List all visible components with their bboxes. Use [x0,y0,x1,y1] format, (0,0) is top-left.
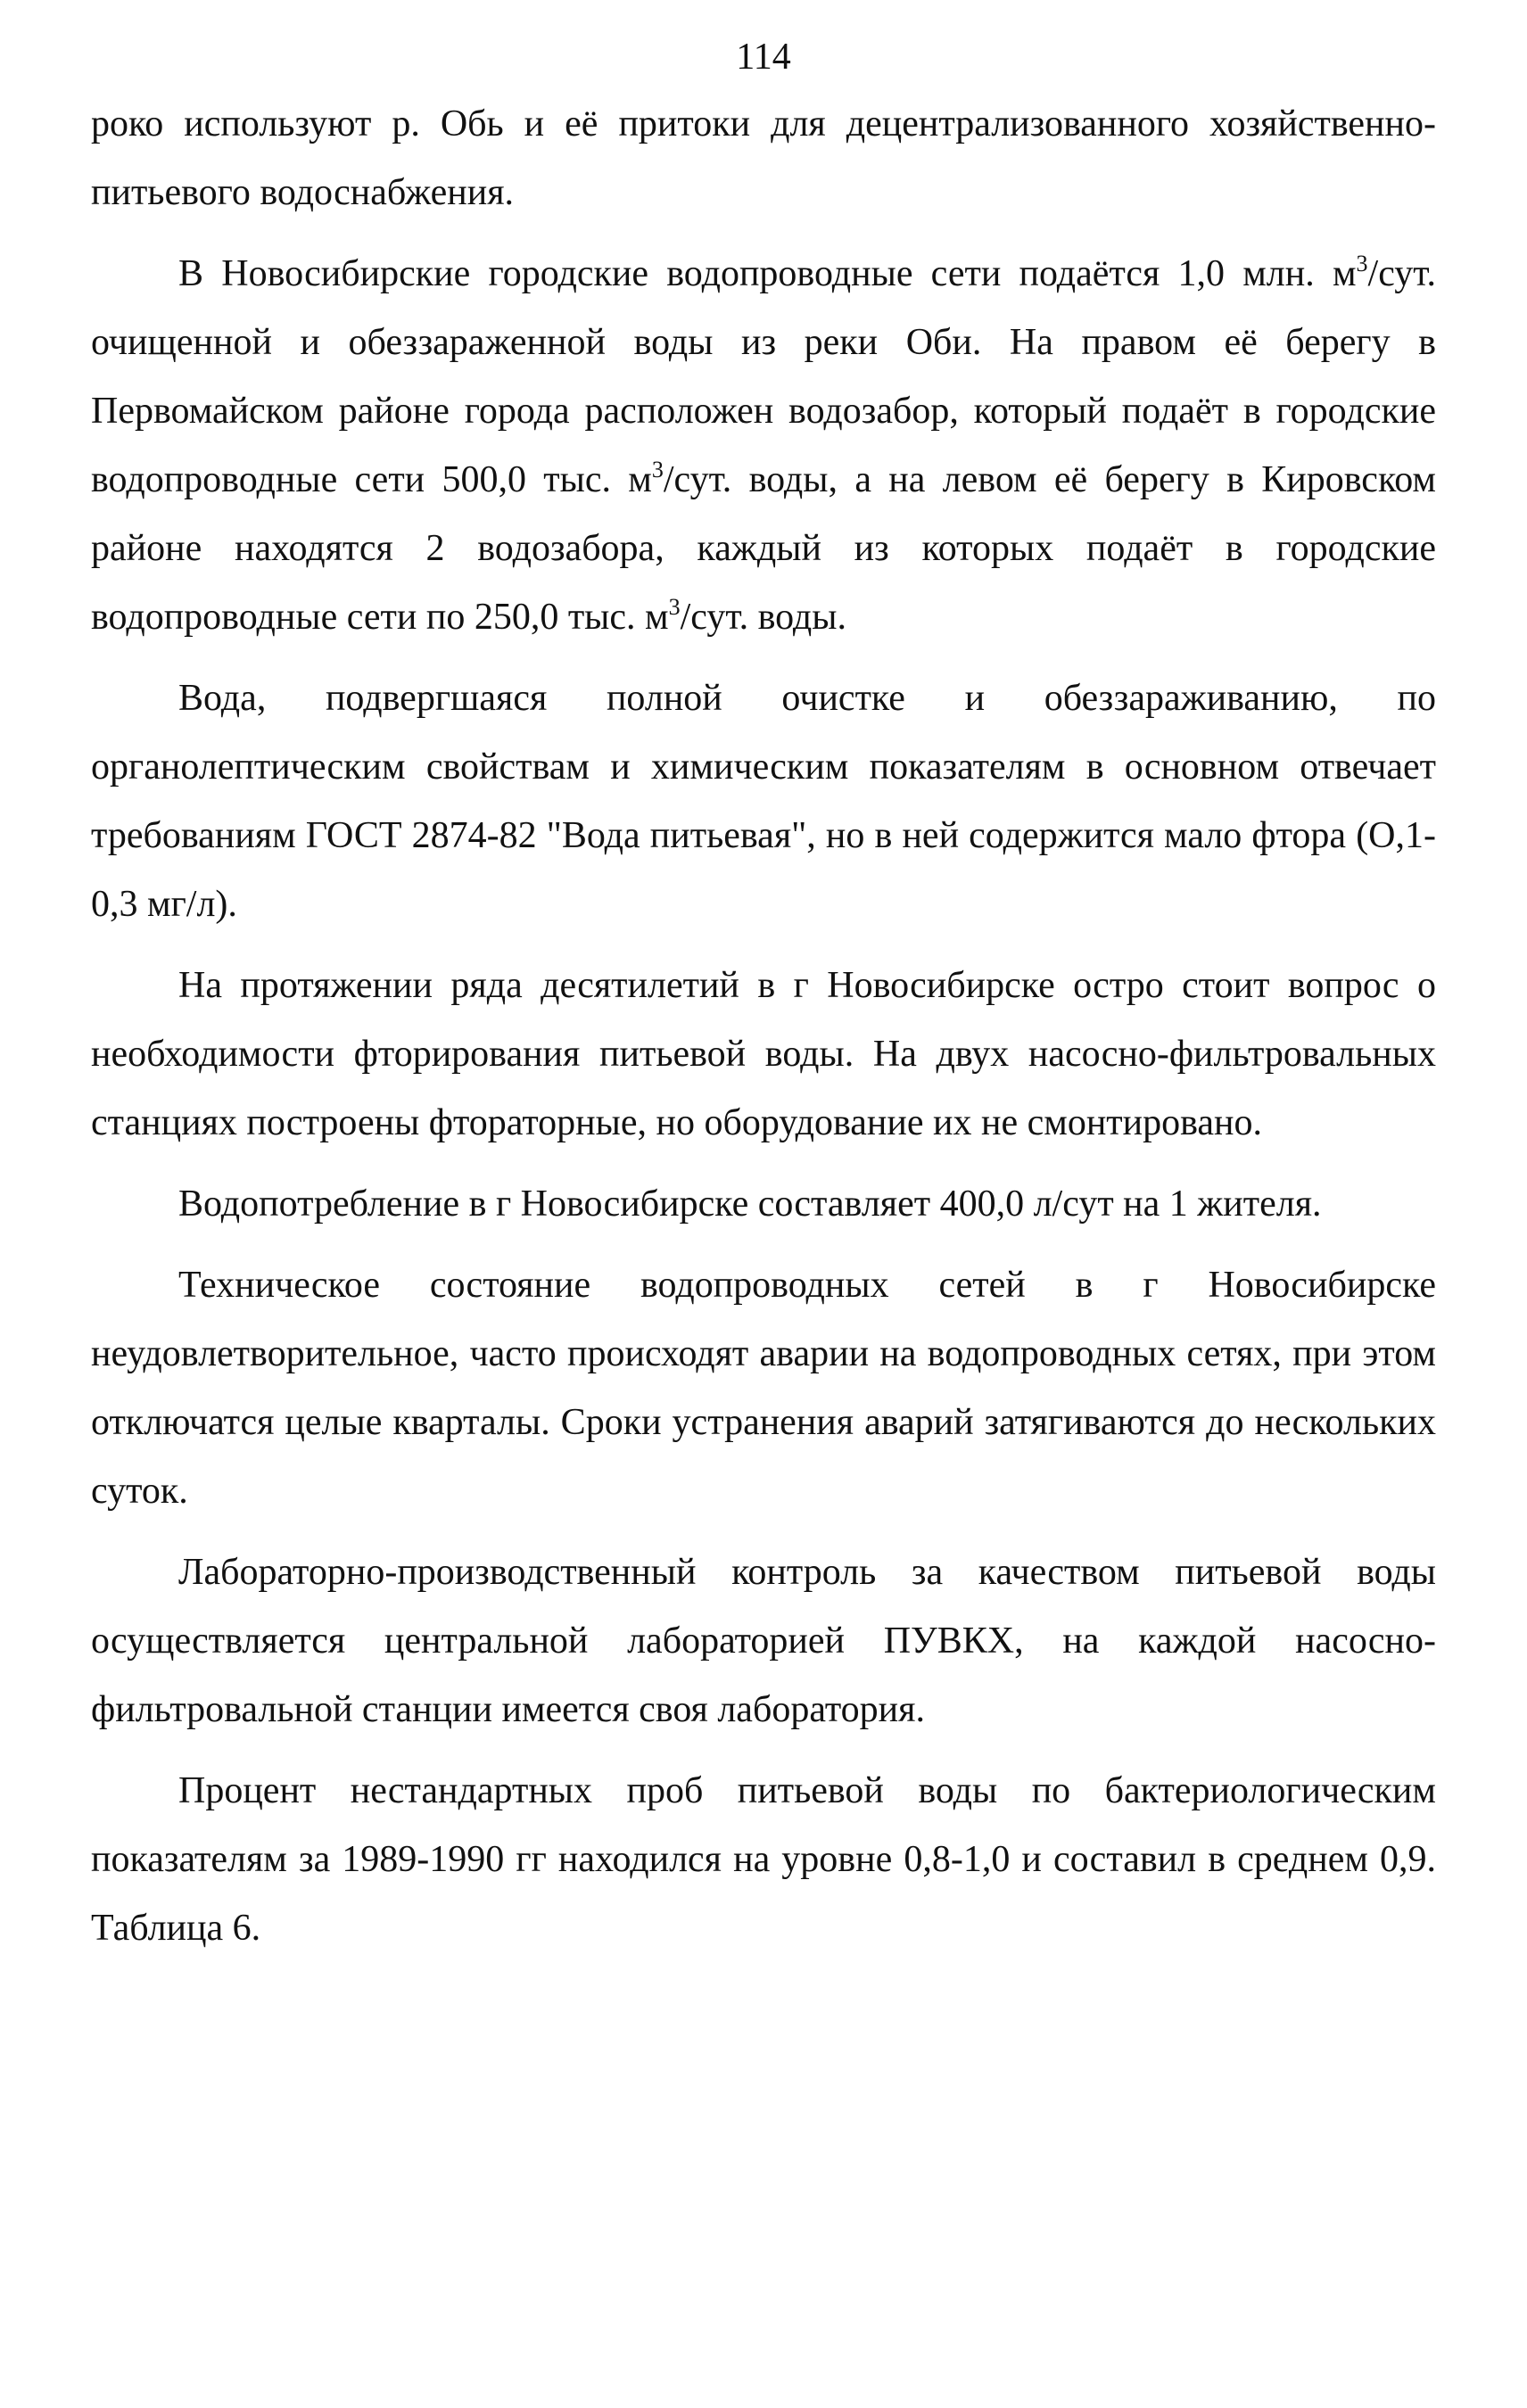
superscript-cubic: 3 [651,457,664,482]
body-text [91,90,1436,1975]
paragraph-text-segment: В Новосибирские городские водопроводные сети подаётся 1,0 млн. м [178,253,1357,294]
paragraph-consumption: Водопотребление в г Новосибирске составляет 400,0 л/сут на 1 жителя. [178,1183,1322,1225]
paragraph-lab-control: Лабораторно-производственный контроль за качеством питьевой воды осуществляется центральной лабораторией ПУВКХ, на каждой насосно-фильтровальной станции имеется своя лаборатория. [91,1552,1436,1730]
superscript-cubic: 3 [1356,251,1368,276]
paragraph-water-quality: Вода, подвергшаяся полной очистке и обеззараживанию, по органолептическим свойствам и химическим показателям в основном отвечает требованиям ГОСТ 2874-82 "Вода питьевая", но в ней содержится мало фтора (О,1-0,3 мг/л). [91,678,1436,925]
paragraph-text-segment: /сут. очищенной и обеззараженной воды из реки Оби. На правом её берегу в Первомайском районе города расположен водозабор, который подаёт в городские водопроводные сети 500,0 тыс. м [91,253,1436,500]
superscript-cubic: 3 [668,594,681,620]
paragraph-fluoridation: На протяжении ряда десятилетий в г Новосибирске остро стоит вопрос о необходимости фторирования питьевой воды. На двух насосно-фильтровальных станциях построены фтораторные, но оборудование их не смонтировано. [91,965,1436,1143]
paragraph-nonstandard-samples: Процент нестандартных проб питьевой воды по бактериологическим показателям за 1989-1990 гг находился на уровне 0,8-1,0 и составил в среднем 0,9. Таблица 6. [91,1770,1436,1949]
paragraph-water-supply [91,240,1436,652]
paragraph-network-condition: Техническое состояние водопроводных сетей в г Новосибирске неудовлетворительное, часто происходят аварии на водопроводных сетях, при этом отключатся целые кварталы. Сроки устранения аварий затягиваются до нескольких суток. [91,1265,1436,1512]
paragraph-text-segment: /сут. воды, а на левом её берегу в Кировском районе находятся 2 водозабора, каждый из которых подаёт в городские водопроводные сети по 250,0 тыс. м [91,459,1437,638]
paragraph-text-segment: /сут. воды. [680,597,846,638]
paragraph-continuation: роко используют р. Обь и её притоки для децентрализованного хозяйственно-питьевого водоснабжения. [91,103,1436,213]
page-number: 114 [736,37,791,78]
